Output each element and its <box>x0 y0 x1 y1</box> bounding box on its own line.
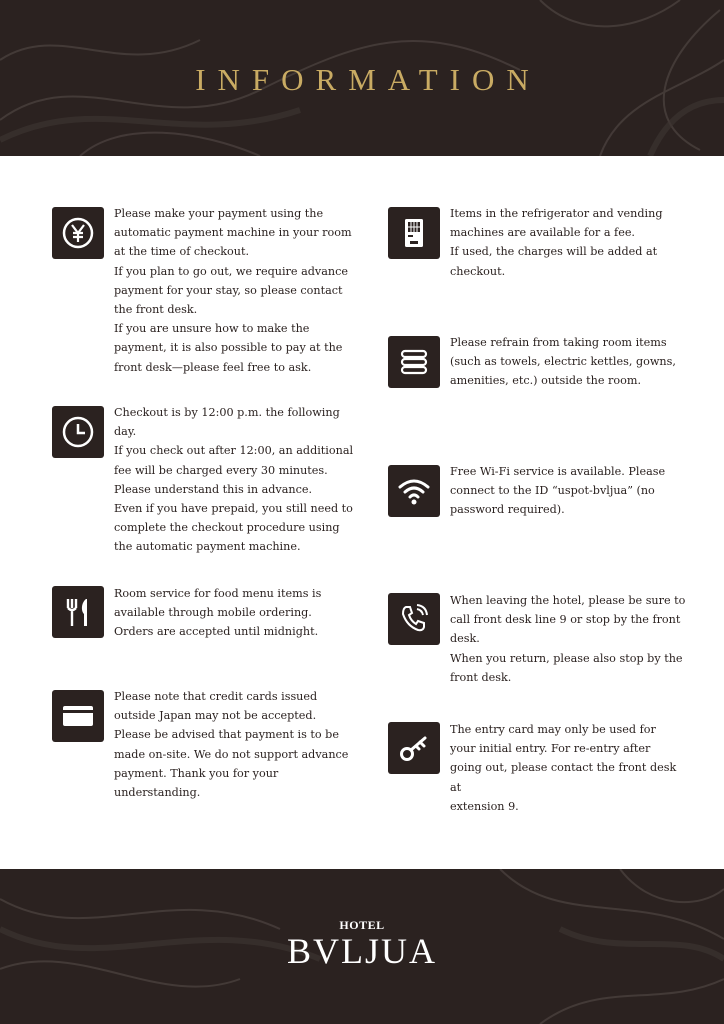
header-banner <box>0 0 724 156</box>
info-text: Room service for food menu items is available through mobile ordering. Orders are accepted until midnight. <box>114 587 322 639</box>
hotel-logo: BVLJUA <box>286 931 437 971</box>
info-text: Free Wi-Fi service is available. Please connect to the ID “uspot-bvljua” (no password required). <box>450 465 666 517</box>
info-text: Checkout is by 12:00 p.m. the following day. If you check out after 12:00, an additional fee will be charged every 30 minutes. Please understand this in advance. Even if you have prepaid, you still need to complete the checkout procedure using the automatic payment machine. <box>114 406 354 554</box>
info-text: Please refrain from taking room items (such as towels, electric kettles, gowns, amenities, etc.) outside the room. <box>450 336 676 388</box>
credit-card-icon <box>52 690 104 742</box>
fork-knife-icon <box>52 586 104 638</box>
info-text: Items in the refrigerator and vending machines are available for a fee. If used, the charges will be added at checkout. <box>450 207 663 278</box>
vending-machine-icon <box>388 207 440 259</box>
info-text: When leaving the hotel, please be sure to call front desk line 9 or stop by the front desk. When you return, please also stop by the front desk. <box>450 594 686 684</box>
key-icon <box>388 722 440 774</box>
info-text: Please make your payment using the automatic payment machine in your room at the time of checkout. If you plan to go out, we require advance payment for your stay, so please contact the front desk. If you are unsure how to make the payment, it is also possible to pay at the front desk—please feel free to ask. <box>114 207 352 374</box>
wifi-icon <box>388 465 440 517</box>
info-text: The entry card may only be used for your initial entry. For re-entry after going out, please contact the front desk at extension 9. <box>450 723 677 813</box>
info-text: Please note that credit cards issued outside Japan may not be accepted. Please be advised that payment is to be made on-site. We do not support advance payment. Thank you for your understanding. <box>114 690 349 800</box>
phone-icon <box>388 593 440 645</box>
towels-icon <box>388 336 440 388</box>
yen-icon <box>52 207 104 259</box>
hotel-label: HOTEL <box>339 918 385 932</box>
clock-icon <box>52 406 104 458</box>
page-title: INFORMATION <box>195 62 541 97</box>
